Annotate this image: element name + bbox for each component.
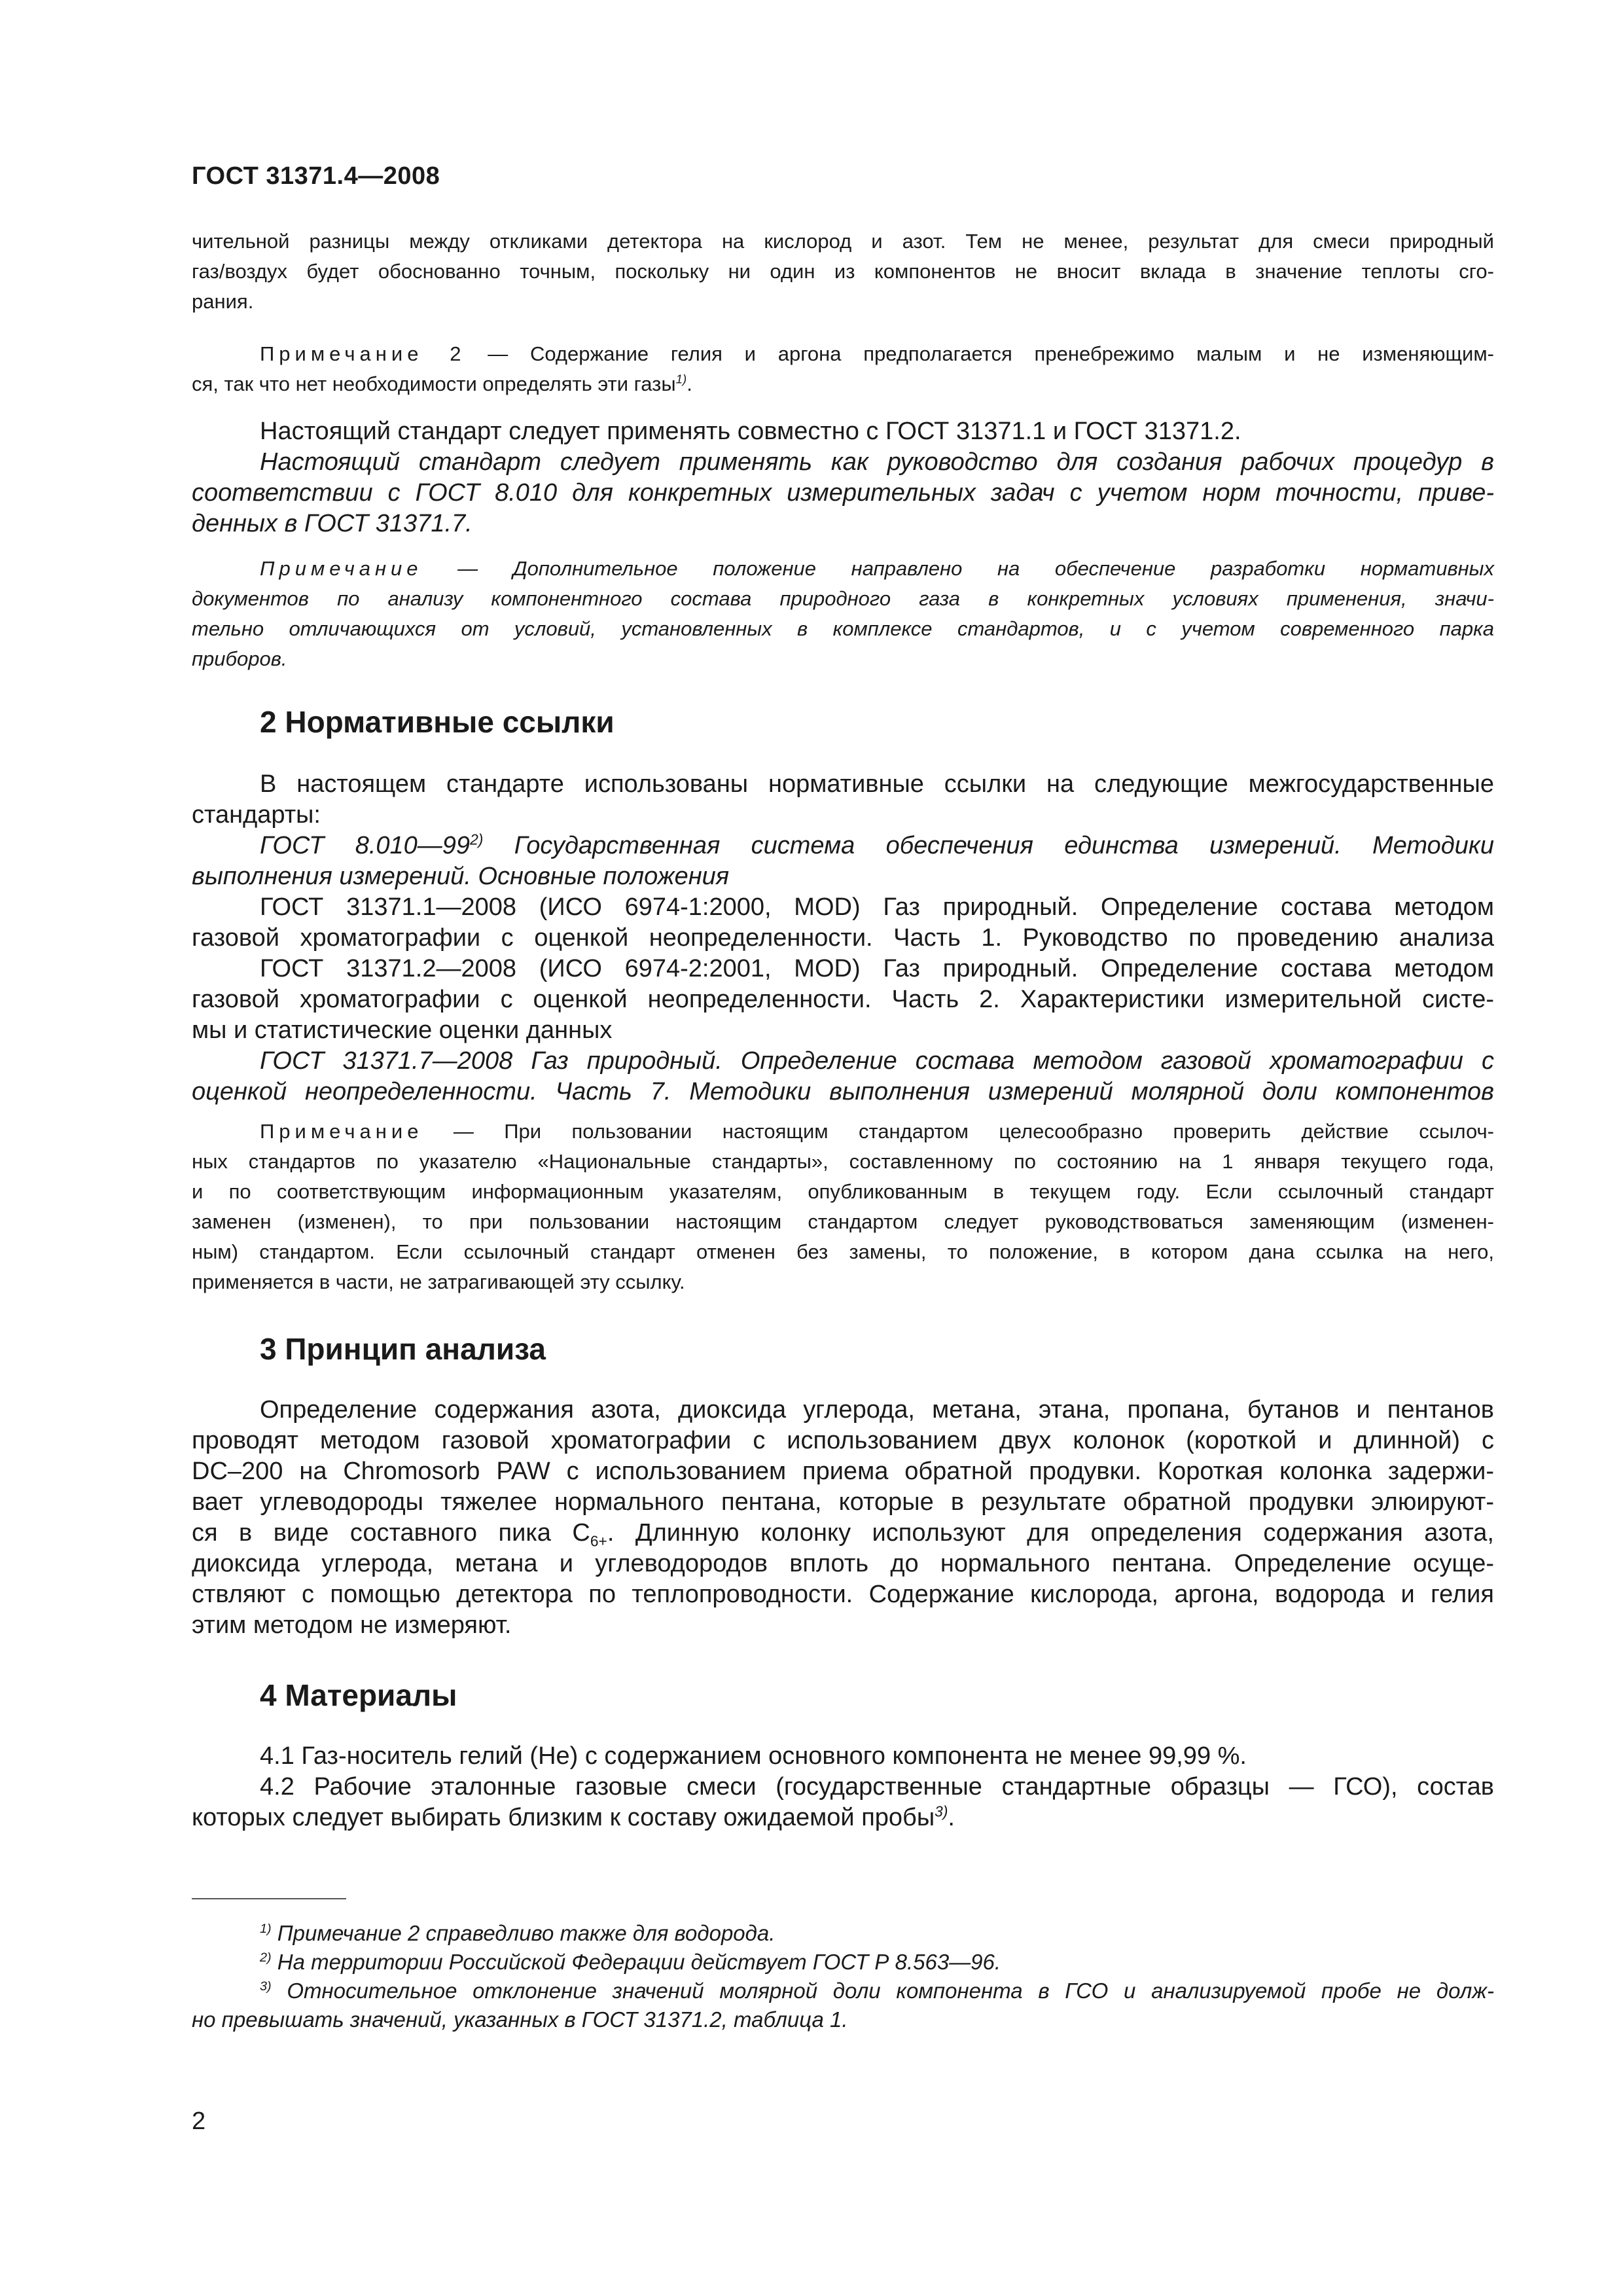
note-2-line [192,339,1494,369]
note-line: применяется в части, не затрагивающей эту ссылку. [192,1270,685,1293]
footnote-3 [192,1977,1494,2005]
list-item-cont: которых следует выбирать близким к составу ожидаемой пробы$^{3)}$. [192,1803,955,1831]
note-line: заменен (изменен), то при пользовании настоящим стандартом следует руководствоваться заменяющим (изменен- [192,1210,1494,1233]
reference-line [192,831,1494,861]
footnote-ref: 2) [470,831,484,848]
section-3-body [192,1395,1494,1641]
note-line: тельно отличающихся от условий, установленных в комплексе стандартов, и с учетом современного парка [192,617,1494,640]
text-line: стандарты: [192,801,321,829]
text-fragment: которых следует выбирать близким к составу ожидаемой пробы [192,1804,935,1831]
text-line: чительной разницы между откликами детектора на кислород и азот. Тем не менее, результат для смеси природный [192,230,1494,253]
text-line: проводят методом газовой хроматографии с использованием двух колонок (короткой и длинной) с [192,1427,1494,1454]
text-line: ствляют с помощью детектора по теплопроводности. Содержание кислорода, аргона, водорода и гелия [192,1581,1494,1608]
list-item: 4.1 Газ-носитель гелий (Не) с содержанием основного компонента не менее 99,99 %. [260,1742,1247,1770]
note-line: и по соответствующим информационным указателям, опубликованным в текущем году. Если ссылочный стандарт [192,1180,1494,1203]
section-2-heading: 2 Нормативные ссылки [260,705,615,739]
note-line [192,554,1494,584]
section-4-body [192,1741,1494,1833]
note-text: — При пользовании настоящим стандартом целесообразно проверить действие ссылоч- [453,1120,1494,1143]
text-line [192,1518,1494,1549]
footnote-ref: 1) [675,372,687,386]
list-item: 4.2 Рабочие эталонные газовые смеси (государственные стандартные образцы — ГСО), состав [260,1773,1494,1801]
reference-code: ГОСТ 8.010—99 [260,832,471,859]
section-4-heading: 4 Материалы [260,1678,457,1712]
text-line: Определение содержания азота, диоксида углерода, метана, этана, пропана, бутанов и пентанов [260,1396,1494,1424]
document-header: ГОСТ 31371.4—2008 [192,162,440,190]
footnote-2 [192,1948,1494,1977]
note-line: приборов. [192,647,287,670]
text-line: диоксида углерода, метана и углеводородов вплоть до нормального пентана. Определение осуще- [192,1550,1494,1577]
reference-line: газовой хроматографии с оценкой неопределенности. Часть 2. Характеристики измерительной систе- [192,986,1494,1013]
reference-line: ГОСТ 31371.2—2008 (ИСО 6974-2:2001, MOD) Газ природный. Определение состава методом [260,955,1494,982]
footnote-divider [192,1898,346,1899]
note-line: документов по анализу компонентного состава природного газа в конкретных условиях применения, значи- [192,587,1494,610]
text-fragment: ся в виде составного пика С [192,1519,590,1547]
footnote-mark: 3) [260,1979,272,1994]
section-2-body [192,769,1494,1107]
note-text: — Дополнительное положение направлено на обеспечение разработки нормативных [457,557,1494,580]
note-label: Примечание 2 [260,342,466,365]
footnotes [192,1919,1494,2034]
note-label: Примечание [260,1120,423,1143]
footnote-mark: 2) [260,1950,272,1965]
note-label: Примечание [260,557,423,580]
subscript: 6+ [590,1532,607,1550]
footnote-text: Примечание 2 справедливо также для водорода. [277,1921,776,1945]
footnote-text: Относительное отклонение значений молярной доли компонента в ГСО и анализируемой пробе не долж- [287,1979,1495,2003]
reference-line: ГОСТ 31371.1—2008 (ИСО 6974-1:2000, MOD) Газ природный. Определение состава методом [260,893,1494,921]
section-3-heading: 3 Принцип анализа [260,1332,546,1366]
page-number: 2 [192,2108,206,2135]
reference-line: мы и статистические оценки данных [192,1016,613,1044]
apply-paragraph [192,416,1494,539]
text-fragment: . Длинную колонку используют для определения содержания азота, [607,1519,1494,1547]
note-text: — Содержание гелия и аргона предполагается пренебрежимо малым и не изменяющим- [488,342,1494,365]
section-2-note [192,1117,1494,1297]
text-line: вает углеводороды тяжелее нормального пентана, которые в результате обратной продувки элюируют- [192,1488,1494,1516]
note-text: ся, так что нет необходимости определять эти газы [192,372,676,395]
text-line: денных в ГОСТ 31371.7. [192,510,473,537]
footnote-3-cont: но превышать значений, указанных в ГОСТ 31371.2, таблица 1. [192,2007,848,2032]
text-line: Настоящий стандарт следует применять совместно с ГОСТ 31371.1 и ГОСТ 31371.2. [260,418,1241,445]
additional-note [192,554,1494,674]
intro-continuation [192,226,1494,317]
footnote-1 [192,1919,1494,1948]
text-line: соответствии с ГОСТ 8.010 для конкретных измерительных задач с учетом норм точности, приве- [192,479,1494,507]
text-line: этим методом не измеряют. [192,1611,512,1639]
note-2-line: ся, так что нет необходимости определять эти газы$^{1)}$. [192,372,692,395]
text-line: рания. [192,290,254,313]
note-line: ных стандартов по указателю «Национальные стандарты», составленному по состоянию на 1 января текущего года, [192,1150,1494,1173]
reference-line: газовой хроматографии с оценкой неопределенности. Часть 1. Руководство по проведению анализа [192,924,1494,952]
note-line: ным) стандартом. Если ссылочный стандарт отменен без замены, то положение, в котором дана ссылка на него, [192,1240,1494,1263]
reference-line: оценкой неопределенности. Часть 7. Методики выполнения измерений молярной доли компонентов [192,1078,1494,1105]
reference-line: ГОСТ 31371.7—2008 Газ природный. Определение состава методом газовой хроматографии с [260,1047,1494,1075]
note-line [192,1117,1494,1147]
reference-line: выполнения измерений. Основные положения [192,863,730,890]
note-2 [192,339,1494,399]
text-line: газ/воздух будет обоснованно точным, поскольку ни один из компонентов не вносит вклада в значение теплоты сго- [192,260,1494,283]
footnote-text: На территории Российской Федерации действует ГОСТ Р 8.563—96. [277,1950,1001,1974]
reference-title: Государственная система обеспечения единства измерений. Методики [483,832,1494,859]
footnote-ref: 3) [935,1803,948,1820]
text-line: DC–200 на Chromosorb PAW с использованием приема обратной продувки. Короткая колонка задержи- [192,1458,1494,1485]
text-line: Настоящий стандарт следует применять как руководство для создания рабочих процедур в [260,448,1494,476]
footnote-mark: 1) [260,1922,272,1936]
text-line: В настоящем стандарте использованы нормативные ссылки на следующие межгосударственные [260,770,1494,798]
